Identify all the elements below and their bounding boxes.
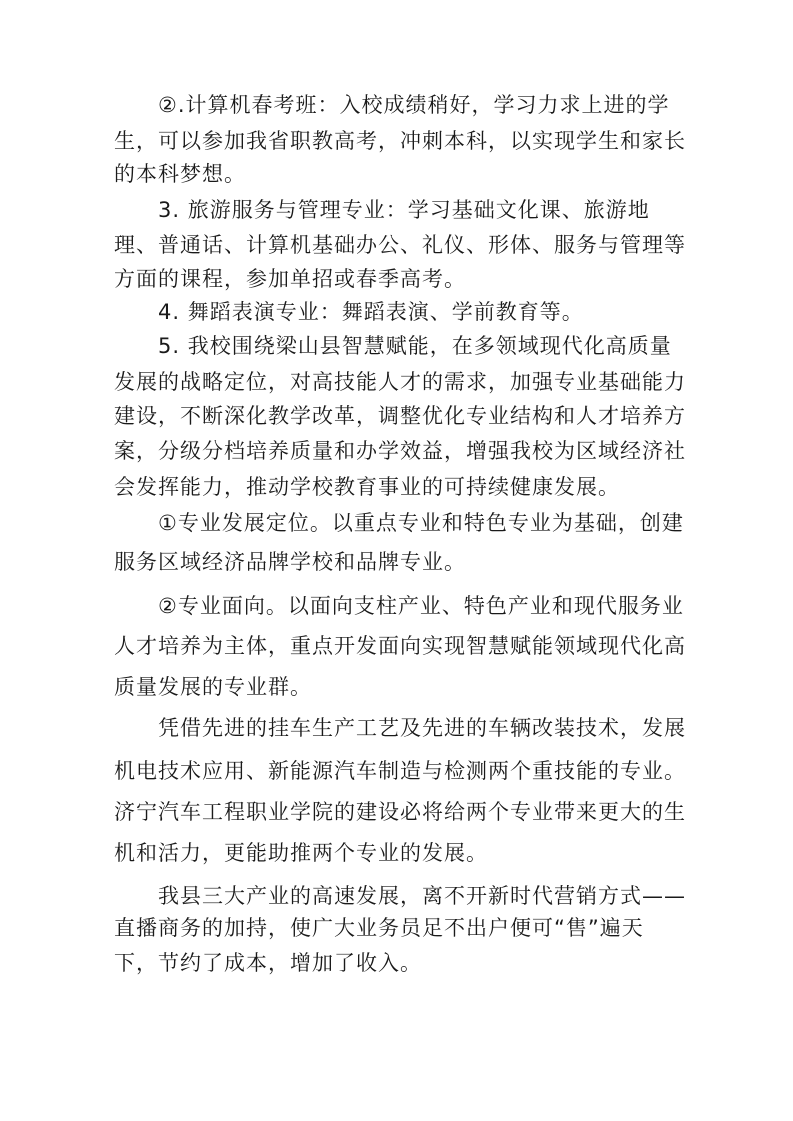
text-line: 凭借先进的挂车生产工艺及先进的车辆改装技术，发展 [158,716,686,740]
text-line: 的本科梦想。 [114,162,246,186]
text-line: 机电技术应用、新能源汽车制造与检测两个重技能的专业。 [114,759,686,783]
text-line: 发展的战略定位，对高技能人才的需求，加强专业基础能力 [114,370,686,394]
text-line: 5. 我校围绕梁山县智慧赋能，在多领域现代化高质量 [158,334,672,358]
text-line: 我县三大产业的高速发展，离不开新时代营销方式—— [158,884,686,908]
text-line: 机和活力，更能助推两个专业的发展。 [114,841,488,865]
text-line: 方面的课程，参加单招或春季高考。 [114,267,466,291]
text-line: 生，可以参加我省职教高考，冲刺本科，以实现学生和家长 [114,129,686,153]
text-line: 人才培养为主体，重点开发面向实现智慧赋能领域现代化高 [114,634,686,658]
text-line: 理、普通话、计算机基础办公、礼仪、形体、服务与管理等 [114,233,686,257]
text-line: 济宁汽车工程职业学院的建设必将给两个专业带来更大的生 [114,800,686,824]
text-line: 建设，不断深化教学改革，调整优化专业结构和人才培养方 [114,404,686,428]
text-line: 质量发展的专业群。 [114,675,312,699]
text-line: 4. 舞蹈表演专业：舞蹈表演、学前教育等。 [158,300,584,324]
text-line: 3. 旅游服务与管理专业：学习基础文化课、旅游地 [158,198,650,222]
text-line: 会发挥能力，推动学校教育事业的可持续健康发展。 [114,475,620,499]
text-line: ②.计算机春考班：入校成绩稍好，学习力求上进的学 [158,93,670,117]
text-line: 直播商务的加持，使广大业务员足不出户便可“售”遍天 [114,916,644,940]
text-line: 案，分级分档培养质量和办学效益，增强我校为区域经济社 [114,439,686,463]
text-line: 下，节约了成本，增加了收入。 [114,951,422,975]
text-line: ②专业面向。以面向支柱产业、特色产业和现代服务业 [158,594,684,618]
text-line: ①专业发展定位。以重点专业和特色专业为基础，创建 [158,511,684,535]
text-line: 服务区域经济品牌学校和品牌专业。 [114,550,466,574]
